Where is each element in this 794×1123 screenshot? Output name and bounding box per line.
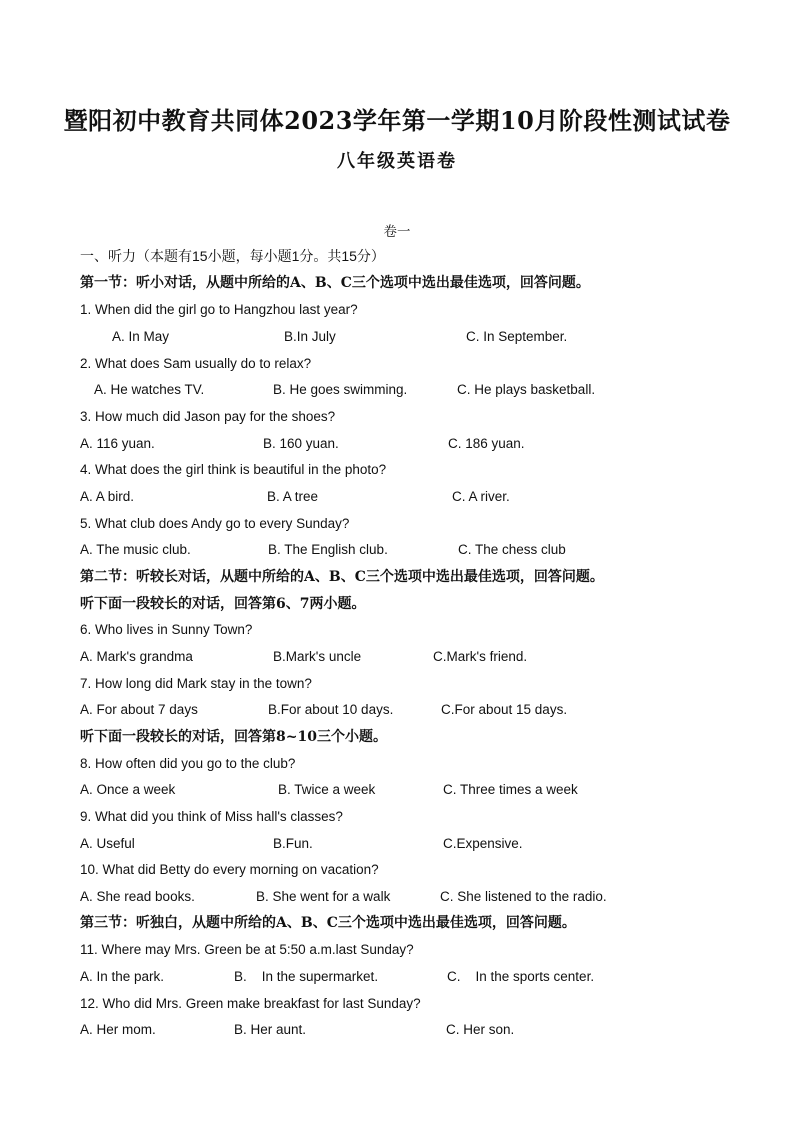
q9-option-c: C.Expensive. bbox=[443, 836, 523, 851]
q5-option-b: B. The English club. bbox=[268, 542, 388, 557]
instruction-q8-10: 听下面一段较长的对话，回答第8~10三个小题。 bbox=[80, 729, 387, 745]
question-7: 7. How long did Mark stay in the town? bbox=[80, 676, 312, 691]
q10-option-a: A. She read books. bbox=[80, 889, 195, 904]
q12-option-c: C. Her son. bbox=[446, 1022, 515, 1037]
q6-option-b: B.Mark's uncle bbox=[273, 649, 362, 664]
exam-subtitle: 八年级英语卷 bbox=[337, 151, 457, 172]
q10-option-c: C. She listened to the radio. bbox=[440, 889, 607, 904]
question-10: 10. What did Betty do every morning on vacation? bbox=[80, 862, 379, 877]
q9-option-a: A. Useful bbox=[80, 836, 135, 851]
q7-option-b: B.For about 10 days. bbox=[268, 702, 394, 717]
q12-option-a: A. Her mom. bbox=[80, 1022, 156, 1037]
section-2-heading: 第二节：听较长对话，从题中所给的A、B、C三个选项中选出最佳选项，回答问题。 bbox=[80, 569, 604, 585]
q2-option-c: C. He plays basketball. bbox=[457, 382, 596, 397]
question-1: 1. When did the girl go to Hangzhou last year? bbox=[80, 302, 358, 317]
q11-option-c: C. In the sports center. bbox=[447, 969, 595, 984]
q6-option-c: C.Mark's friend. bbox=[433, 649, 528, 664]
q11-option-b: B. In the supermarket. bbox=[234, 969, 379, 984]
q8-option-c: C. Three times a week bbox=[443, 782, 578, 797]
q3-option-b: B. 160 yuan. bbox=[263, 436, 339, 451]
question-2: 2. What does Sam usually do to relax? bbox=[80, 356, 312, 371]
q10-option-b: B. She went for a walk bbox=[256, 889, 391, 904]
q5-option-c: C. The chess club bbox=[458, 542, 566, 557]
q3-option-a: A. 116 yuan. bbox=[80, 436, 155, 451]
q9-option-b: B.Fun. bbox=[273, 836, 313, 851]
question-8: 8. How often did you go to the club? bbox=[80, 756, 296, 771]
section-1-heading: 第一节：听小对话，从题中所给的A、B、C三个选项中选出最佳选项，回答问题。 bbox=[80, 275, 590, 291]
q4-option-b: B. A tree bbox=[267, 489, 319, 504]
volume-label: 卷一 bbox=[383, 224, 411, 239]
q11-option-a: A. In the park. bbox=[80, 969, 165, 984]
instruction-q6-7: 听下面一段较长的对话，回答第6、7两小题。 bbox=[80, 596, 366, 612]
q2-option-b: B. He goes swimming. bbox=[273, 382, 408, 397]
section-3-heading: 第三节：听独白，从题中所给的A、B、C三个选项中选出最佳选项，回答问题。 bbox=[80, 915, 576, 931]
q7-option-a: A. For about 7 days bbox=[80, 702, 198, 717]
q4-option-c: C. A river. bbox=[452, 489, 510, 504]
q12-option-b: B. Her aunt. bbox=[234, 1022, 307, 1037]
q2-option-a: A. He watches TV. bbox=[94, 382, 205, 397]
q7-option-c: C.For about 15 days. bbox=[441, 702, 568, 717]
q5-option-a: A. The music club. bbox=[80, 542, 191, 557]
q8-option-a: A. Once a week bbox=[80, 782, 176, 797]
q6-option-a: A. Mark's grandma bbox=[80, 649, 193, 664]
question-6: 6. Who lives in Sunny Town? bbox=[80, 622, 253, 637]
q1-option-a: A. In May bbox=[112, 329, 170, 344]
q3-option-c: C. 186 yuan. bbox=[448, 436, 525, 451]
q1-option-b: B.In July bbox=[284, 329, 336, 344]
question-3: 3. How much did Jason pay for the shoes? bbox=[80, 409, 336, 424]
part-heading: 一、听力（本题有15小题，每小题1分。共15分） bbox=[80, 248, 385, 264]
question-11: 11. Where may Mrs. Green be at 5:50 a.m.last Sunday? bbox=[80, 942, 414, 957]
question-12: 12. Who did Mrs. Green make breakfast for last Sunday? bbox=[80, 996, 421, 1011]
question-9: 9. What did you think of Miss hall's classes? bbox=[80, 809, 343, 824]
question-5: 5. What club does Andy go to every Sunday? bbox=[80, 516, 350, 531]
q4-option-a: A. A bird. bbox=[80, 489, 135, 504]
q8-option-b: B. Twice a week bbox=[278, 782, 376, 797]
exam-title: 暨阳初中教育共同体2023学年第一学期10月阶段性测试试卷 bbox=[63, 106, 731, 135]
q1-option-c: C. In September. bbox=[466, 329, 568, 344]
question-4: 4. What does the girl think is beautiful in the photo? bbox=[80, 462, 387, 477]
